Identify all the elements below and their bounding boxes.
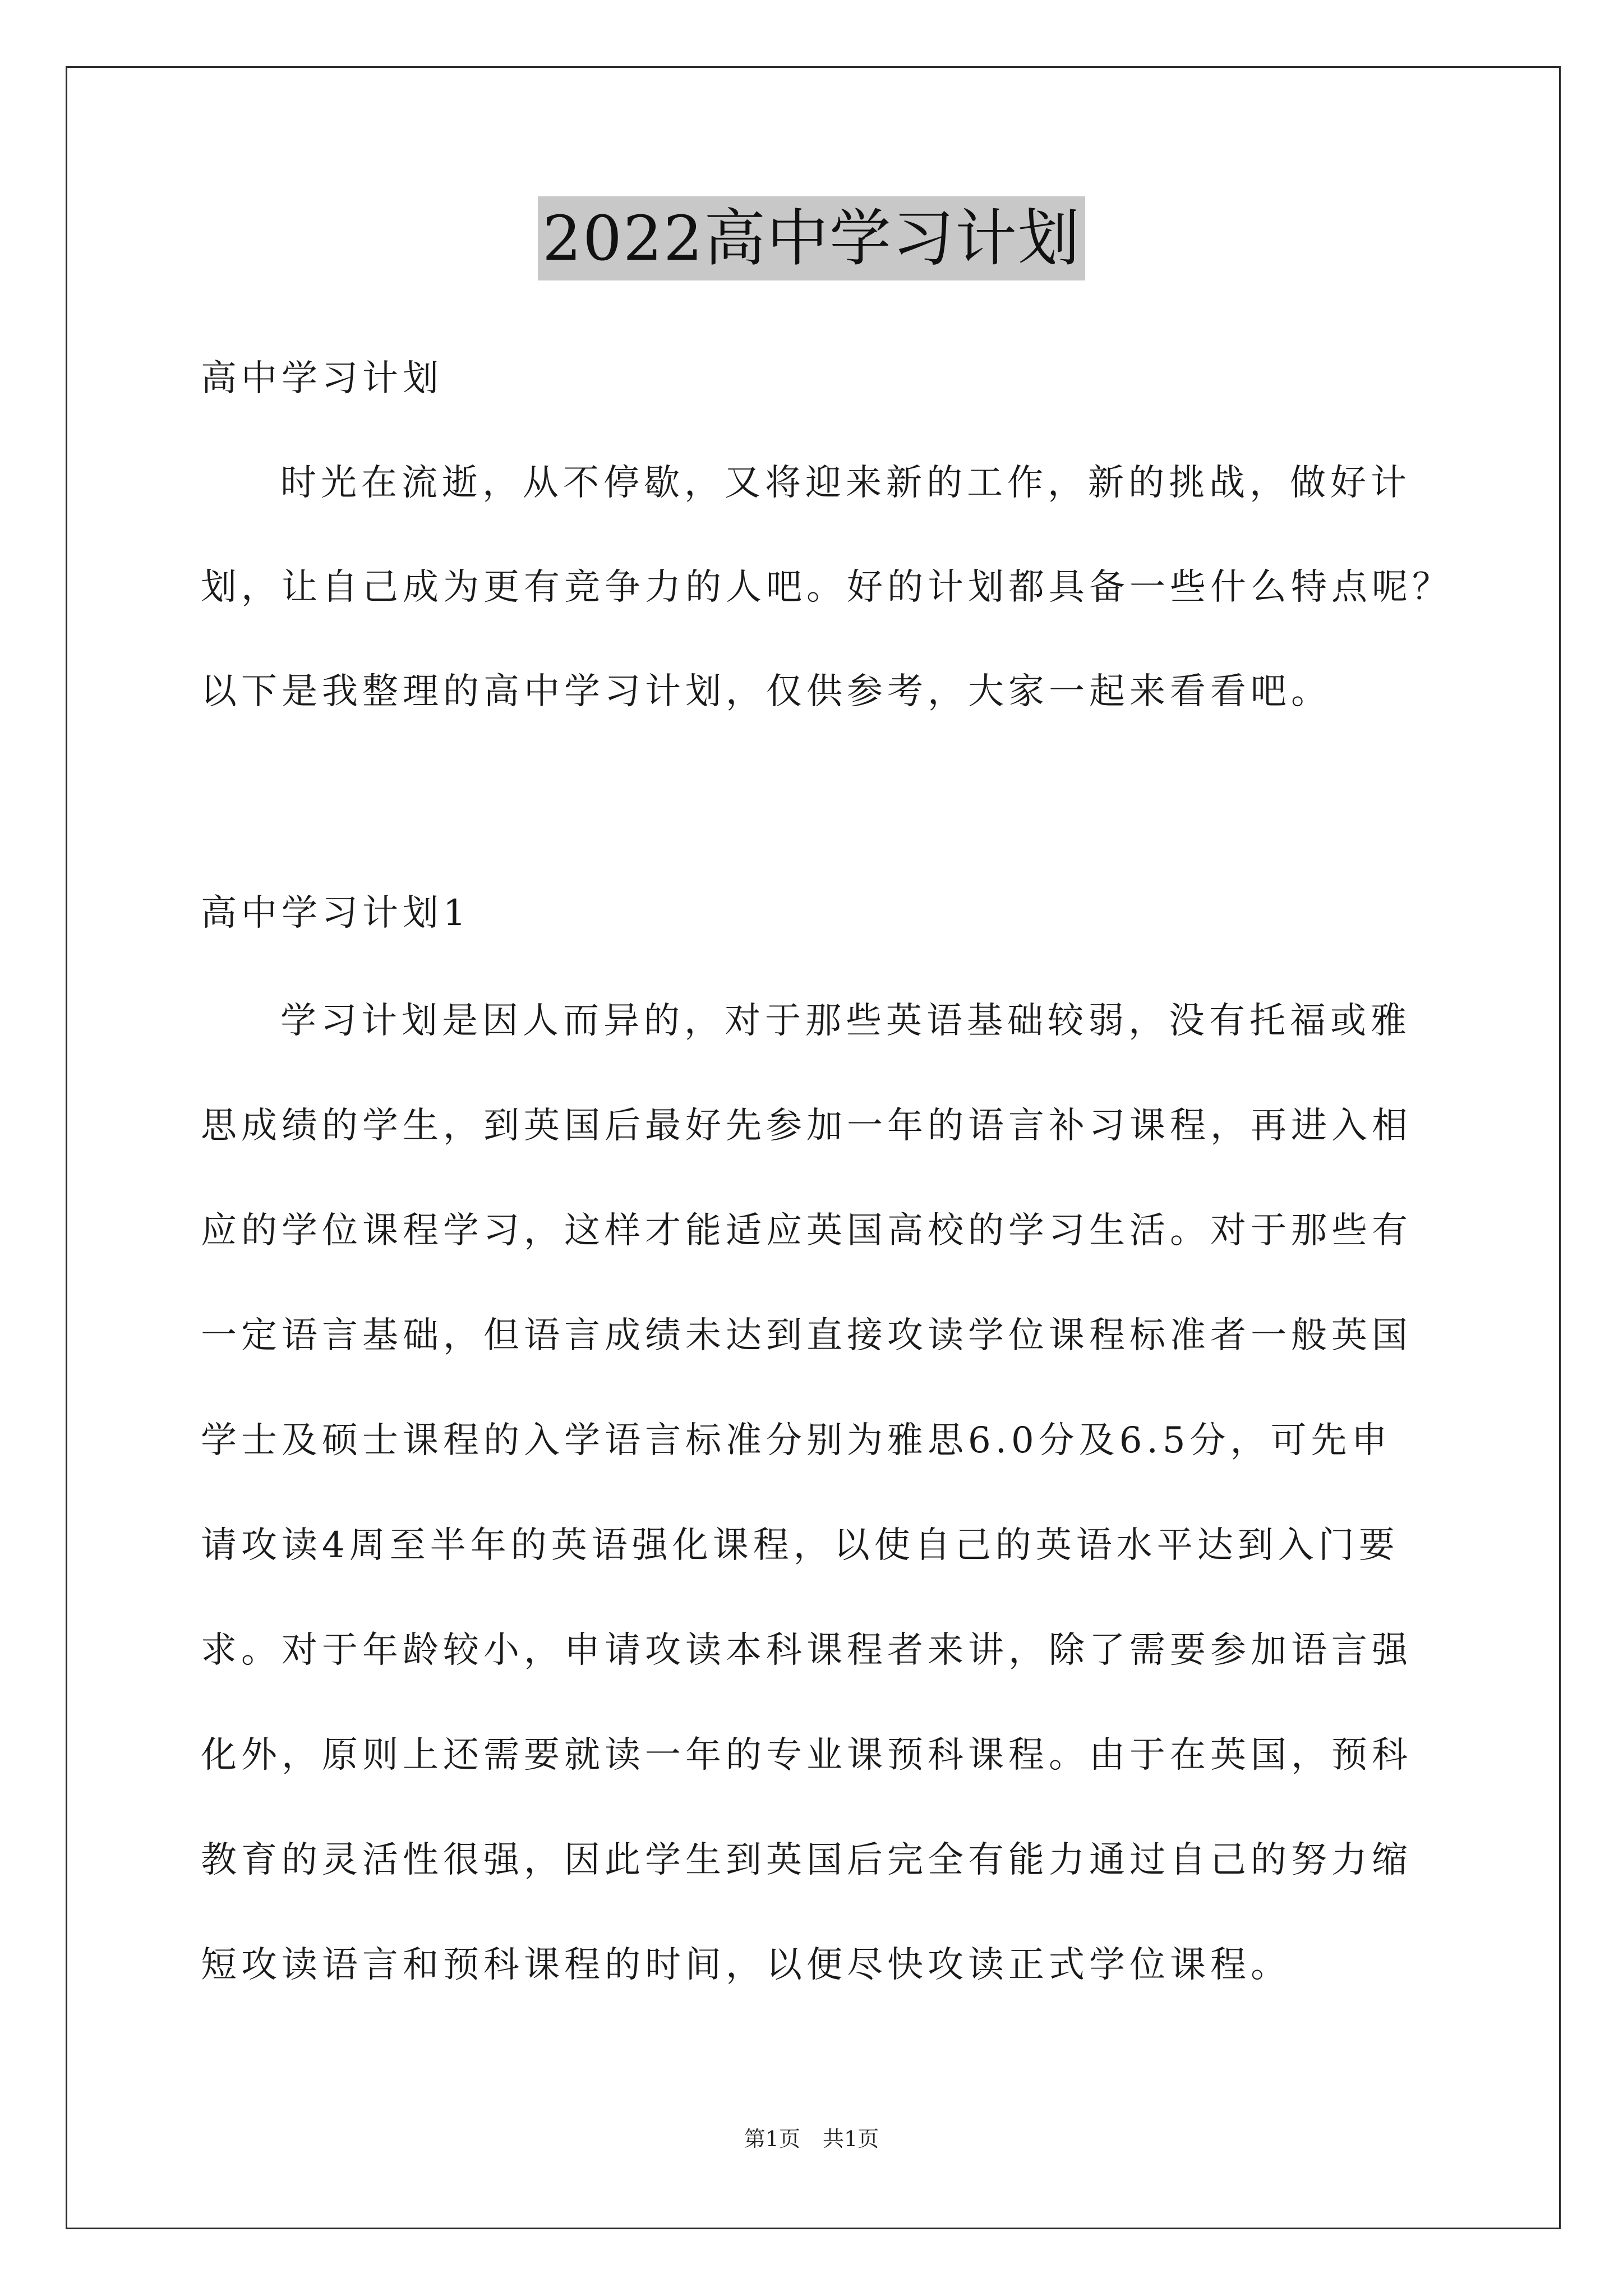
body-line: 请攻读4周至半年的英语强化课程，以使自己的英语水平达到入门要 [201, 1525, 1399, 1566]
page-footer [0, 2125, 1623, 2153]
intro-line: 时光在流逝，从不停歇，又将迎来新的工作，新的挑战，做好计 [280, 462, 1411, 504]
intro-line: 划，让自己成为更有竞争力的人吧。好的计划都具备一些什么特点呢？ [201, 567, 1453, 608]
body-line: 一定语言基础，但语言成绩未达到直接攻读学位课程标准者一般英国 [201, 1315, 1412, 1356]
page-total: 共1页 [823, 2127, 879, 2151]
intro-line: 以下是我整理的高中学习计划，仅供参考，大家一起来看看吧。 [201, 671, 1331, 712]
body-line: 求。对于年龄较小，申请攻读本科课程者来讲，除了需要参加语言强 [201, 1630, 1412, 1671]
body-line: 学士及硕士课程的入学语言标准分别为雅思6.0分及6.5分，可先申 [201, 1420, 1392, 1461]
body-line: 学习计划是因人而异的，对于那些英语基础较弱，没有托福或雅 [280, 1000, 1411, 1042]
title-container [0, 196, 1623, 280]
document-title: 2022高中学习计划 [538, 196, 1085, 280]
body-line: 应的学位课程学习，这样才能适应英国高校的学习生活。对于那些有 [201, 1210, 1412, 1251]
body-line: 短攻读语言和预科课程的时间，以便尽快攻读正式学位课程。 [201, 1944, 1291, 1986]
section-heading: 高中学习计划1 [201, 892, 471, 934]
body-line: 思成绩的学生，到英国后最好先参加一年的语言补习课程，再进入相 [201, 1105, 1412, 1147]
page-number: 第1页 [744, 2127, 800, 2151]
subtitle: 高中学习计划 [201, 358, 443, 399]
body-line: 教育的灵活性很强，因此学生到英国后完全有能力通过自己的努力缩 [201, 1839, 1412, 1881]
body-line: 化外，原则上还需要就读一年的专业课预科课程。由于在英国，预科 [201, 1734, 1412, 1776]
